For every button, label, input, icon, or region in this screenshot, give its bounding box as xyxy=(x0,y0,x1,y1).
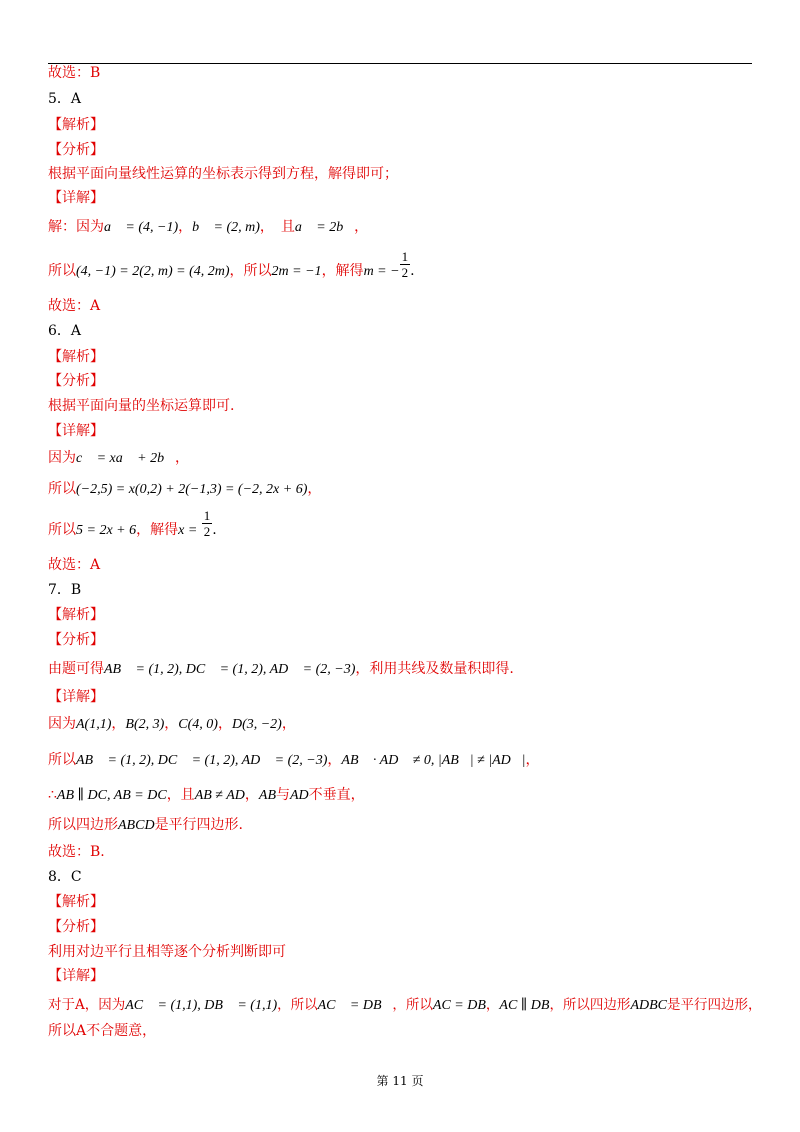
page-number: 第 11 页 xyxy=(376,1074,424,1088)
detail-line: 因为c⃗ = xa⃗ + 2b⃗， xyxy=(48,450,189,466)
fraction: $\frac{1}{2}$ xyxy=(401,248,409,280)
question-number: 5．A xyxy=(48,91,82,107)
question-number: 6．A xyxy=(48,323,82,339)
detail-line: 所以5 = 2x + 6，解得x = $\frac{1}{2}$ . xyxy=(48,507,217,539)
section-xiangjie: 【详解】 xyxy=(48,968,104,984)
section-fenxi: 【分析】 xyxy=(48,373,104,389)
answer-line: 故选：B. xyxy=(48,844,105,860)
answer-line: 故选：A xyxy=(48,557,101,573)
fraction: $\frac{1}{2}$ xyxy=(203,507,211,539)
question-number: 7．B xyxy=(48,582,82,598)
section-jiexi: 【解析】 xyxy=(48,117,104,133)
analysis-text: 利用对边平行且相等逐个分析判断即可 xyxy=(48,944,286,960)
section-jiexi: 【解析】 xyxy=(48,607,104,623)
detail-line: 所以(4, −1) = 2(2, m) = (4, 2m)，所以2m = −1，解得m = − $\frac{1}{2}$ . xyxy=(48,248,415,280)
section-fenxi: 【分析】 xyxy=(48,919,104,935)
section-xiangjie: 【详解】 xyxy=(48,190,104,206)
section-xiangjie: 【详解】 xyxy=(48,689,104,705)
section-jiexi: 【解析】 xyxy=(48,349,104,365)
detail-line: 所以AB⃗ = (1, 2), DC⃗ = (1, 2), AD⃗ = (2, −3)，AB⃗ · AD⃗ ≠ 0, |AB⃗| ≠ |AD⃗|， xyxy=(48,752,540,768)
answer-line: 故选：B xyxy=(48,65,101,81)
section-jiexi: 【解析】 xyxy=(48,894,104,910)
detail-line: 因为A(1,1)，B(2, 3)，C(4, 0)，D(3, −2)， xyxy=(48,716,296,732)
detail-line: ∴AB ∥ DC, AB = DC，且AB ≠ AD，AB与AD不垂直， xyxy=(48,787,365,803)
analysis-text: 根据平面向量的坐标运算即可. xyxy=(48,398,235,414)
detail-line: 所以(−2,5) = x(0,2) + 2(−1,3) = (−2, 2x + 6)， xyxy=(48,481,322,497)
detail-line: 解：因为a⃗ = (4, −1)，b⃗ = (2, m)， 且a⃗ = 2b⃗， xyxy=(48,219,369,235)
section-xiangjie: 【详解】 xyxy=(48,423,104,439)
header-rule xyxy=(48,63,752,64)
question-number: 8．C xyxy=(48,869,82,885)
analysis-text: 根据平面向量线性运算的坐标表示得到方程，解得即可； xyxy=(48,166,398,182)
section-fenxi: 【分析】 xyxy=(48,632,104,648)
section-fenxi: 【分析】 xyxy=(48,142,104,158)
detail-line: 所以A不合题意， xyxy=(48,1023,157,1039)
analysis-text: 由题可得AB⃗ = (1, 2), DC⃗ = (1, 2), AD⃗ = (2, −3)，利用共线及数量积即得. xyxy=(48,661,514,677)
detail-line: 对于A，因为AC⃗ = (1,1), DB⃗ = (1,1)，所以AC⃗ = DB⃗，所以AC = DB，AC ∥ DB，所以四边形ADBC是平行四边形， xyxy=(48,997,762,1013)
detail-line: 所以四边形ABCD是平行四边形. xyxy=(48,817,244,833)
answer-line: 故选：A xyxy=(48,298,101,314)
